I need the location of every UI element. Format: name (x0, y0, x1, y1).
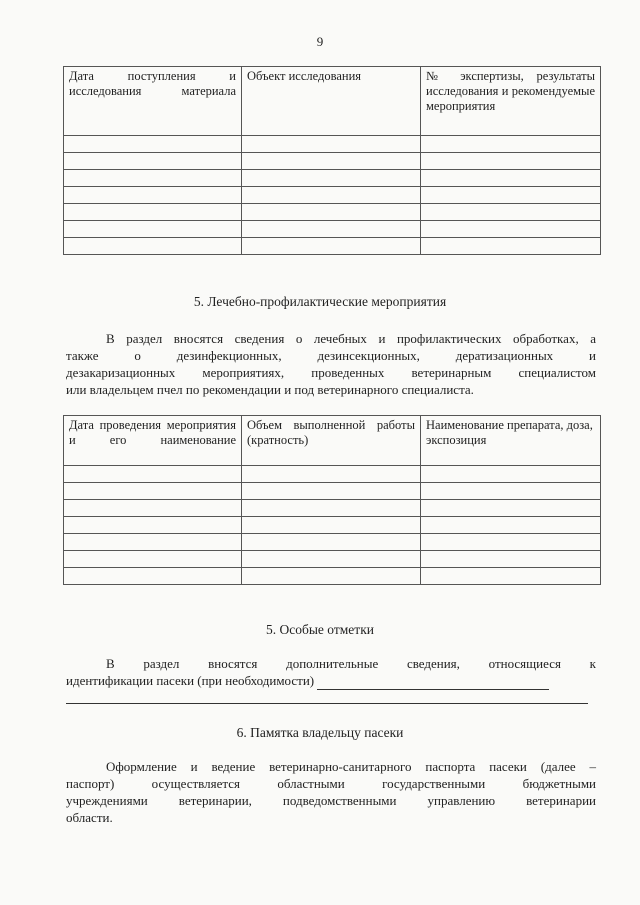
table-row (64, 466, 601, 483)
research-table (63, 66, 601, 255)
table-cell[interactable] (242, 187, 421, 204)
table-row (64, 238, 601, 255)
header-preparation: Наименование препарата, доза, экспозиция (421, 416, 601, 466)
table-cell[interactable] (421, 483, 601, 500)
table-cell[interactable] (242, 466, 421, 483)
table-cell[interactable] (421, 204, 601, 221)
table-cell[interactable] (64, 534, 242, 551)
table-cell[interactable] (421, 238, 601, 255)
table-row (64, 187, 601, 204)
table-cell[interactable] (64, 517, 242, 534)
table-row (64, 483, 601, 500)
table-body (64, 466, 601, 585)
paragraph-line-with-field (66, 672, 596, 690)
section-title-special-notes: 5. Особые отметки (266, 622, 374, 637)
table-cell[interactable] (421, 153, 601, 170)
table-row (64, 517, 601, 534)
paragraph-line: В раздел вносятся дополнительные сведения, относящиеся к (106, 656, 596, 671)
table-row (64, 534, 601, 551)
table-cell[interactable] (242, 551, 421, 568)
table-cell[interactable] (64, 238, 242, 255)
table-cell[interactable] (421, 568, 601, 585)
table-cell[interactable] (242, 221, 421, 238)
paragraph-line: учреждениями ветеринарии, подведомственными управлению ветеринарии (66, 793, 596, 808)
fill-in-line-2[interactable] (66, 703, 588, 704)
paragraph-line: области. (66, 810, 113, 825)
section-title-memo: 6. Памятка владельцу пасеки (236, 725, 404, 740)
table-cell[interactable] (64, 136, 242, 153)
table-row (64, 221, 601, 238)
table-cell[interactable] (64, 466, 242, 483)
table-row (64, 551, 601, 568)
table-row (64, 153, 601, 170)
paragraph-line: Оформление и ведение ветеринарно-санитарного паспорта пасеки (далее – (106, 759, 596, 774)
table-cell[interactable] (421, 221, 601, 238)
table-cell[interactable] (421, 534, 601, 551)
table-cell[interactable] (64, 551, 242, 568)
header-expertise-results: № экспертизы, результаты исследования и рекомендуемые мероприятия (421, 67, 601, 136)
table-header-row (64, 67, 601, 136)
header-date-conducted: Дата проведения мероприятия и его наименование (64, 416, 242, 466)
table-cell[interactable] (64, 204, 242, 221)
table-cell[interactable] (242, 517, 421, 534)
table-row (64, 204, 601, 221)
table-row (64, 500, 601, 517)
section-paragraph-special-notes (66, 655, 596, 690)
paragraph-line: паспорт) осуществляется областными государственными бюджетными (66, 776, 596, 791)
table-cell[interactable] (242, 204, 421, 221)
table-cell[interactable] (64, 500, 242, 517)
table-cell[interactable] (242, 500, 421, 517)
table-cell[interactable] (64, 221, 242, 238)
table-cell[interactable] (242, 170, 421, 187)
table-cell[interactable] (242, 153, 421, 170)
table-row (64, 136, 601, 153)
table-cell[interactable] (421, 517, 601, 534)
paragraph-line: также о дезинфекционных, дезинсекционных, дератизационных и (66, 348, 596, 363)
section-paragraph-treatment (66, 330, 596, 398)
table-cell[interactable] (64, 170, 242, 187)
header-research-object: Объект исследования (242, 67, 421, 136)
table-cell[interactable] (421, 187, 601, 204)
table-body (64, 136, 601, 255)
page-number: 9 (316, 34, 324, 49)
treatment-table (63, 415, 601, 585)
table-cell[interactable] (242, 483, 421, 500)
table-cell[interactable] (242, 568, 421, 585)
paragraph-line: идентификации пасеки (при необходимости) (66, 673, 315, 688)
table-cell[interactable] (64, 568, 242, 585)
table-cell[interactable] (64, 187, 242, 204)
table-cell[interactable] (242, 238, 421, 255)
table-cell[interactable] (64, 483, 242, 500)
table-cell[interactable] (64, 153, 242, 170)
paragraph-line: дезакаризационных мероприятиях, проведенных ветеринарным специалистом (66, 365, 596, 380)
table-row (64, 170, 601, 187)
table-cell[interactable] (242, 534, 421, 551)
header-date-received: Дата поступления и исследования материала (64, 67, 242, 136)
table-cell[interactable] (421, 136, 601, 153)
table-cell[interactable] (421, 551, 601, 568)
fill-in-line[interactable] (317, 672, 549, 690)
table-row (64, 568, 601, 585)
table-cell[interactable] (421, 500, 601, 517)
table-cell[interactable] (421, 466, 601, 483)
paragraph-line: или владельцем пчел по рекомендации и под ветеринарного специалиста. (66, 382, 474, 397)
section-paragraph-memo (66, 758, 596, 826)
table-cell[interactable] (242, 136, 421, 153)
header-work-volume: Объем выполненной работы (кратность) (242, 416, 421, 466)
section-title-treatment: 5. Лечебно-профилактические мероприятия (193, 294, 447, 309)
table-cell[interactable] (421, 170, 601, 187)
table-header-row (64, 416, 601, 466)
paragraph-line: В раздел вносятся сведения о лечебных и профилактических обработках, а (106, 331, 596, 346)
